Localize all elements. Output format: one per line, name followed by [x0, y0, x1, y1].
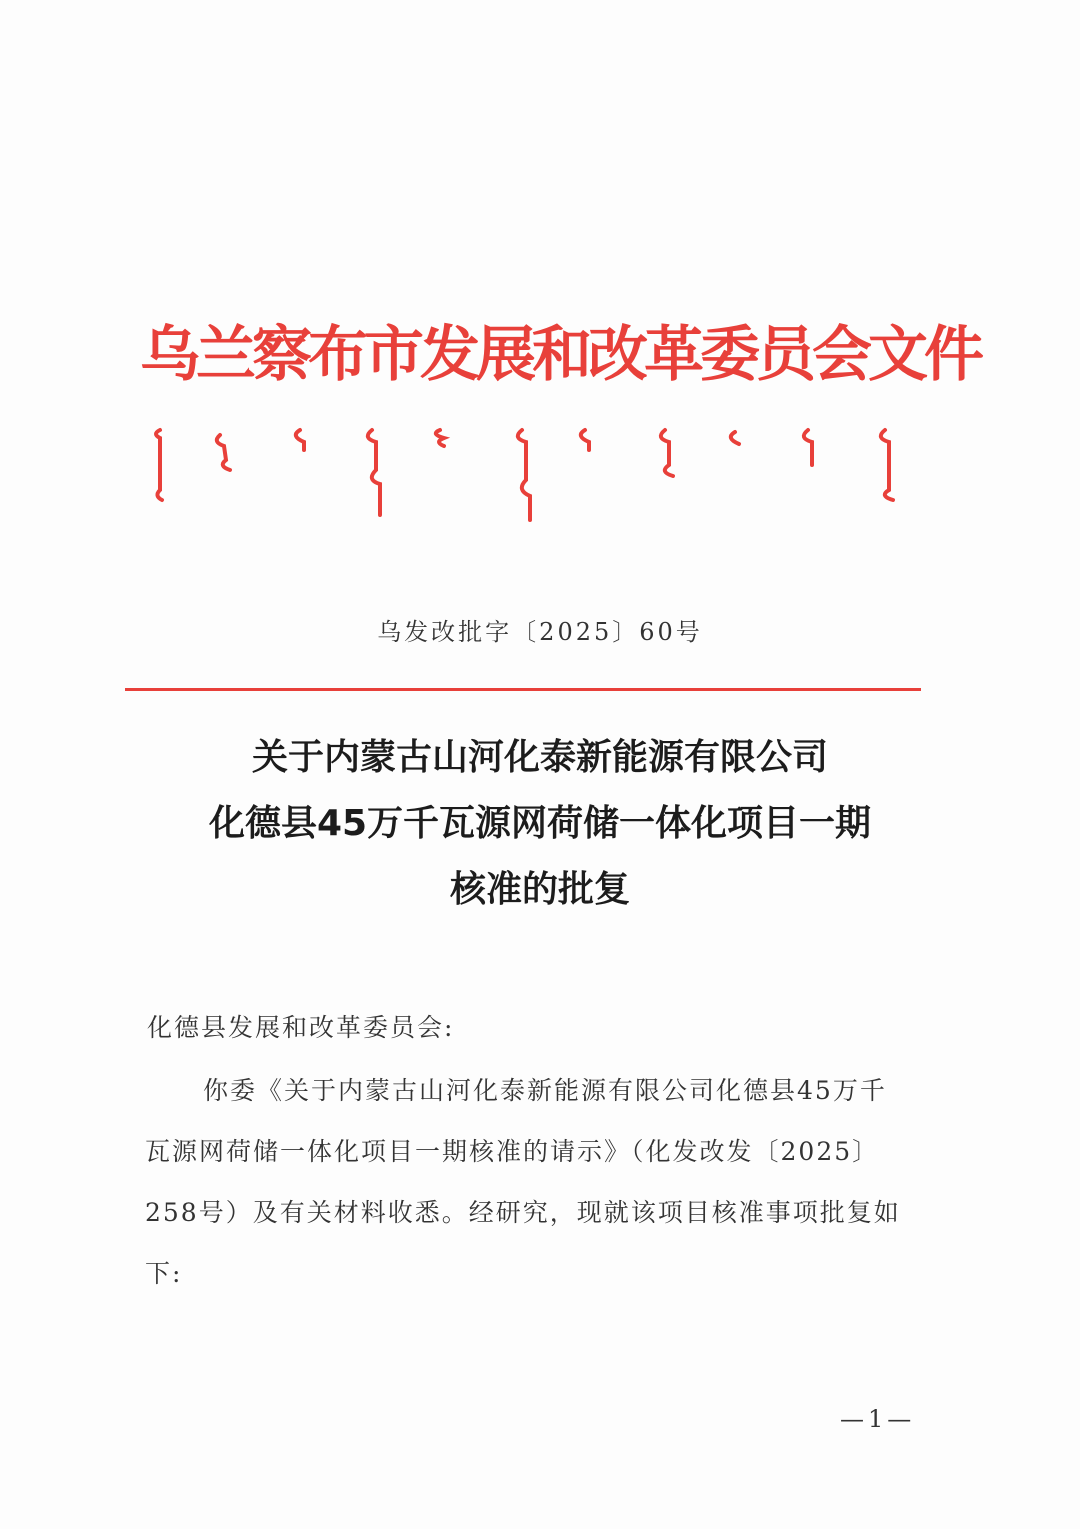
- red-divider-line: [125, 688, 921, 691]
- body-line-2: 瓦源网荷储一体化项目一期核准的请示》（化发改发〔2025〕: [145, 1137, 880, 1166]
- page-number: —1—: [840, 1405, 916, 1433]
- title-line-1: 关于内蒙古山河化泰新能源有限公司: [251, 737, 828, 778]
- mongolian-script-icon: [140, 420, 920, 535]
- body-line-3: 258号）及有关材料收悉。经研究，现就该项目核准事项批复如: [145, 1198, 901, 1227]
- document-title: [100, 725, 980, 923]
- agency-header-title: 乌兰察布市发展和改革委员会文件: [140, 320, 980, 390]
- body-line-4: 下:: [145, 1259, 183, 1288]
- body-line-1: 你委《关于内蒙古山河化泰新能源有限公司化德县45万千: [203, 1076, 887, 1105]
- addressee: 化德县发展和改革委员会:: [147, 1013, 455, 1042]
- title-line-3: 核准的批复: [449, 869, 630, 910]
- title-line-2: 化德县45万千瓦源网荷储一体化项目一期: [208, 803, 872, 844]
- document-number: 乌发改批字〔2025〕60号: [377, 618, 703, 646]
- body-paragraph: [145, 1060, 935, 1304]
